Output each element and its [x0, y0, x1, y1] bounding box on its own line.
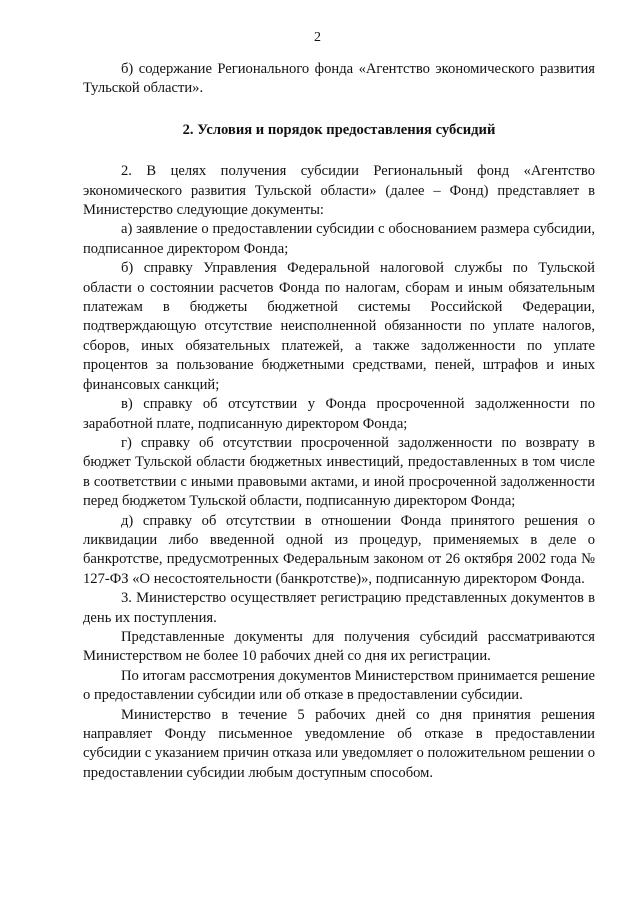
section-title: 2. Условия и порядок предоставления субсидий [182, 121, 496, 138]
intro-paragraph: б) содержание Регионального фонда «Агентство экономического развития Тульской области». [83, 61, 595, 97]
page-number: 2 [314, 30, 321, 45]
paragraph-item-d: д) справку об отсутствии в отношении Фонда принятого решения о ликвидации либо введенной одной из процедур, применяемых в деле о банкротстве, предусмотренных Федеральным законом от 26 октября 2002 года № 127-ФЗ «О несостоятельности (банкротстве)», подписанную директором Фонда. [83, 512, 595, 587]
paragraph-review-period: Представленные документы для получения субсидий рассматриваются Министерством не более 10 рабочих дней со дня их регистрации. [83, 628, 595, 665]
paragraph-item-a: а) заявление о предоставлении субсидии с обоснованием размера субсидии, подписанное директором Фонда; [83, 221, 595, 257]
paragraph-item-v: в) справку об отсутствии у Фонда просроченной задолженности по заработной плате, подписанную директором Фонда; [83, 396, 595, 432]
paragraph-2-intro: 2. В целях получения субсидии Региональный фонд «Агентство экономического развития Тульской области» (далее – Фонд) представляет в Министерство следующие документы: [83, 163, 595, 219]
paragraph-3-registration: 3. Министерство осуществляет регистрацию представленных документов в день их поступления. [83, 590, 595, 626]
paragraph-item-g: г) справку об отсутствии просроченной задолженности по возврату в бюджет Тульской области бюджетных инвестиций, предоставленных в том числе в соответствии с иными правовыми актами, и иной просроченной задолженности перед бюджетом Тульской области, подписанную директором Фонда; [83, 434, 595, 510]
paragraph-decision: По итогам рассмотрения документов Министерством принимается решение о предоставлении субсидии или об отказе в предоставлении субсидии. [83, 667, 595, 704]
paragraph-notification: Министерство в течение 5 рабочих дней со дня принятия решения направляет Фонду письменное уведомление об отказе в предоставлении субсидии с указанием причин отказа или уведомляет о положительном решении о предоставлении субсидии любым доступным способом. [83, 706, 595, 781]
document-body [83, 60, 595, 783]
paragraph-item-b: б) справку Управления Федеральной налоговой службы по Тульской области о состоянии расчетов Фонда по налогам, сборам и иным обязательным платежам в бюджеты бюджетной системы Российской Федерации, подтверждающую отсутствие неисполненной обязанности по уплате налогов, сборов, иных обязательных платежей, а также задолженности по уплате процентов за пользование бюджетными средствами, пеней, штрафов и иных финансовых санкций; [83, 260, 595, 393]
